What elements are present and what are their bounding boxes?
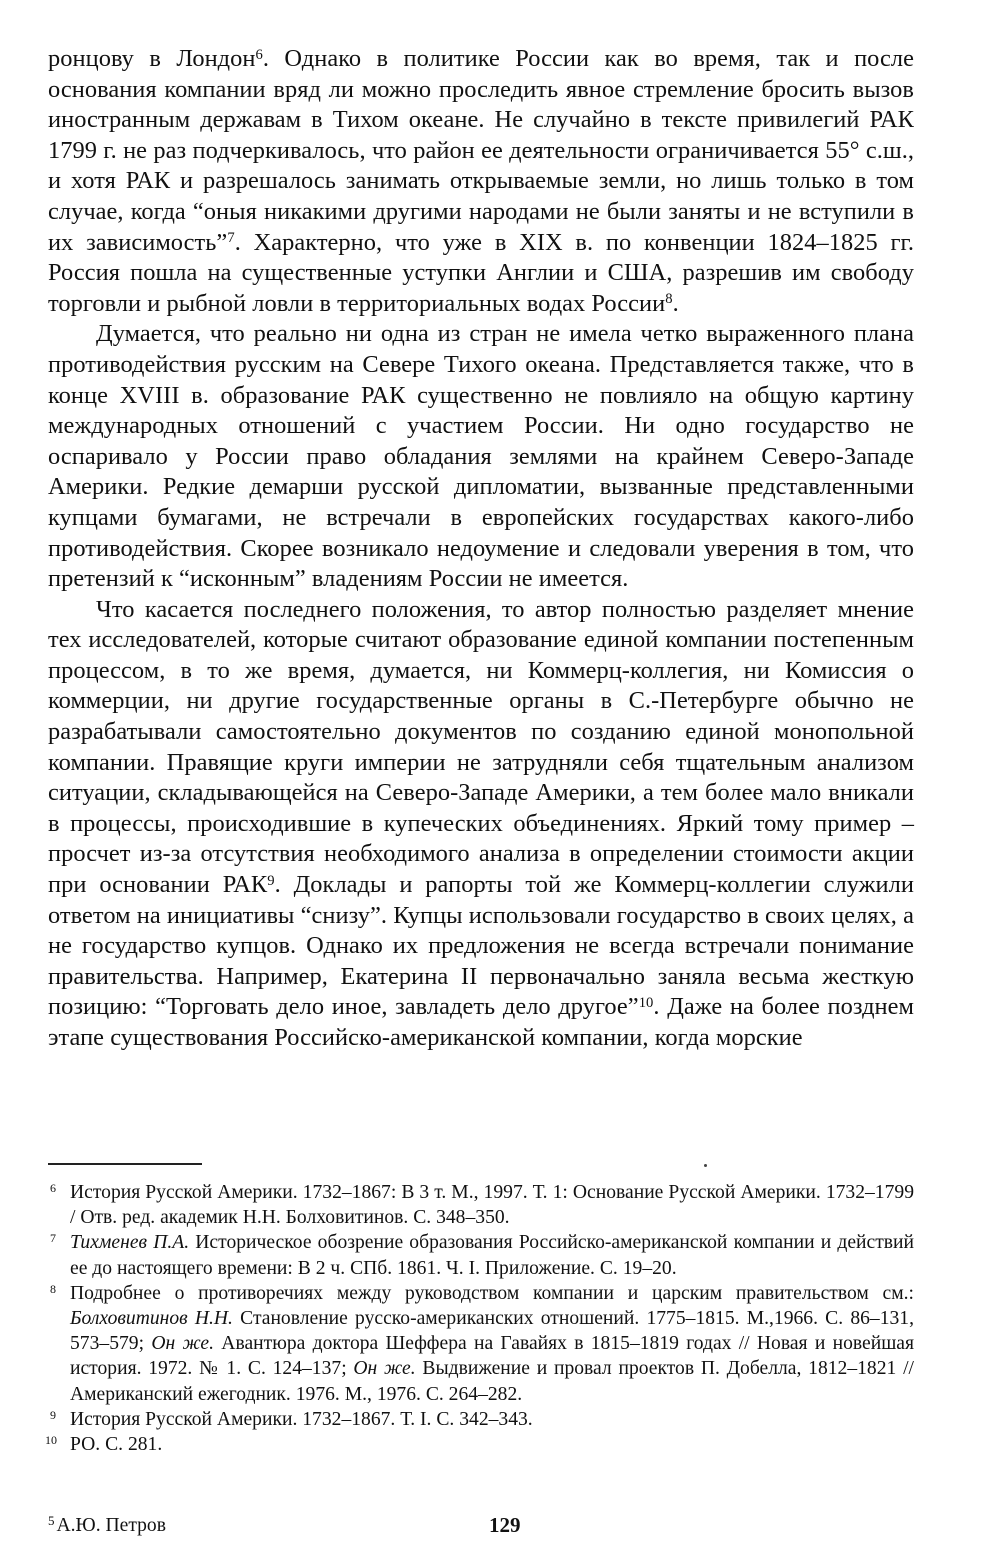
page-number: 129 (489, 1513, 521, 1537)
text-run: . Однако в политике России как во время, так и после основания компании вряд ли можно проследить явное стремление бросить вызов иностранным державам в Тихом океане. Не случайно в тексте привилегий РАК 1799 г. не раз подчеркивалось, что район ее деятельности ограничивается 55° с.ш., и хотя РАК и разрешалось занимать открываемые земли, но лишь только в том случае, когда “оныя никакими другими народами не были заняты и не вступили в их зависимость” (48, 45, 914, 256)
footnotes (45, 1180, 914, 1457)
text-run: . Даже на более позднем этапе существования Российско-американской компании, когда морские (48, 993, 914, 1051)
text-run: Выдвижение и провал проектов П. Добелла, 1812–1821 // Американский ежегодник. 1976. М., 1976. С. 264–282. (70, 1358, 914, 1405)
footnote-ref[interactable]: 7 (227, 230, 235, 247)
italic-author: Болховитинов Н.Н. (70, 1308, 233, 1330)
footnote-ref[interactable]: 8 (665, 291, 673, 308)
footnote (48, 1407, 914, 1432)
paragraph (48, 44, 914, 319)
text-run: Историческое обозрение образования Российско-американской компании и действий ее до настоящего времени: В 2 ч. СПб. 1861. Ч. I. Приложение. С. 19–20. (70, 1232, 914, 1279)
text-run: История Русской Америки. 1732–1867. Т. I. С. 342–343. (70, 1408, 533, 1430)
footnote-ref[interactable]: 6 (255, 46, 263, 63)
author-name: А.Ю. Петров (56, 1515, 166, 1536)
footnote (48, 1281, 914, 1407)
footnote-number: 8 (50, 1281, 56, 1296)
text-run: Что касается последнего положения, то автор полностью разделяет мнение тех исследователей, которые считают образование единой компании постепенным процессом, в то же время, думается, ни Коммерц-коллегия, ни Комиссия о коммерции, ни другие государственные органы в С.-Петербурге обычно не разрабатывали самостоятельно документов по созданию единой монопольной компании. Правящие круги империи не затрудняли себя тщательным анализом ситуации, складывающейся на Северо-Западе Америки, а тем более мало вникали в процессы, происходившие в купеческих объединениях. Яркий тому пример – просчет из-за отсутствия необходимого анализа в определении стоимости акции при основании РАК (48, 595, 914, 899)
text-run: Подробнее о противоречиях между руководством компании и царским правительством см.: (70, 1282, 914, 1304)
text-run: . (672, 289, 679, 317)
italic-author: Тихменев П.А. (70, 1232, 190, 1254)
footnote (48, 1230, 914, 1280)
main-text (48, 44, 914, 1054)
text-run: Думается, что реально ни одна из стран не имела четко выраженного плана противодействия русским на Севере Тихого океана. Представляется также, что в конце XVIII в. образование РАК существенно не повлияло на общую картину международных отношений с участием России. Ни одно государство не оспаривало у России право обладания землями на крайнем Северо-Западе Америки. Редкие демарши русской дипломатии, вызванные представленными купцами бумагами, не встречали в европейских государствах какого-либо противодействия. Скорее возникало недоумение и следовали уверения в том, что претензий к “исконным” владениям России не имеется. (48, 320, 914, 593)
footnote-ref[interactable]: 10 (638, 995, 654, 1012)
text-run: Становление русско-американских отношений. 1775–1815. М.,1966. С. 86–131, 573–579; (70, 1308, 914, 1355)
text-run: . Доклады и рапорты той же Коммерц-коллегии служили ответом на инициативы “снизу”. Купцы использовали государство в своих целях, а не государство купцов. Однако их предложения не всегда встречали понимание правительства. Например, Екатерина II первоначально заняла весьма жесткую позицию: “Торговать дело иное, завладеть дело другое” (48, 871, 914, 1021)
text-run: Авантюра доктора Шеффера на Гавайях в 1815–1819 годах // Новая и новейшая история. 1972. № 1. С. 124–137; (70, 1333, 914, 1380)
print-speck (704, 1164, 707, 1167)
footnote-number: 6 (50, 1181, 56, 1195)
text-run: История Русской Америки. 1732–1867: В 3 т. М., 1997. Т. 1: Основание Русской Америки. 1732–1799 / Отв. ред. академик Н.Н. Болховитинов. С. 348–350. (70, 1182, 914, 1229)
paragraph (48, 595, 914, 1054)
footnote-number: 7 (50, 1231, 56, 1246)
footnote-number: 9 (50, 1407, 56, 1422)
paragraph (48, 319, 914, 594)
signature-mark: 5 (48, 1513, 55, 1528)
footnote-separator (48, 1163, 202, 1165)
text-run: РО. С. 281. (70, 1434, 163, 1456)
italic-author: Он же. (151, 1333, 215, 1355)
footnote-ref[interactable]: 9 (267, 872, 275, 889)
footnote (48, 1180, 914, 1230)
italic-author: Он же. (353, 1358, 416, 1380)
text-run: ронцову в Лондон (48, 45, 256, 72)
footnote (45, 1432, 914, 1457)
page-footer (48, 1515, 914, 1545)
text-run: . Характерно, что уже в XIX в. по конвенции 1824–1825 гг. Россия пошла на существенные уступки Англии и США, разрешив им свободу торговли и рыбной ловли в территориальных водах России (48, 228, 915, 317)
footnote-number: 10 (45, 1433, 57, 1448)
footer-author (48, 1515, 166, 1537)
